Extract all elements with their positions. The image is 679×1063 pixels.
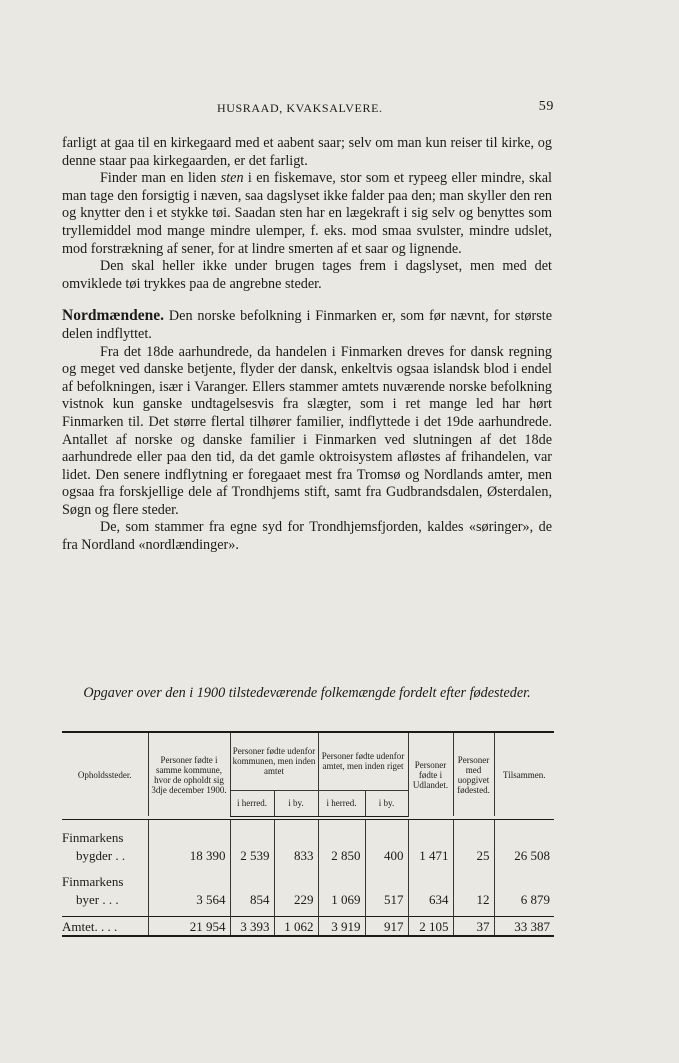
table-cell: 1 062 bbox=[274, 916, 318, 936]
table-cell: 21 954 bbox=[148, 916, 230, 936]
paragraph bbox=[62, 135, 552, 170]
paragraph bbox=[62, 307, 552, 343]
table-cell: 18 390 bbox=[148, 846, 230, 864]
table-cell: 37 bbox=[453, 916, 494, 936]
paragraph bbox=[62, 170, 552, 258]
row-label: byer . . . bbox=[76, 891, 119, 907]
table-cell: 917 bbox=[365, 916, 408, 936]
total-row bbox=[62, 916, 554, 936]
row-label: bygder . . bbox=[76, 847, 126, 863]
col-outside-county: Personer fødte udenfor amtet, men inden riget bbox=[318, 732, 408, 790]
col-outside-municipality: Personer fødte udenfor kommunen, men inden amtet bbox=[230, 732, 318, 790]
table-cell: 854 bbox=[230, 890, 274, 908]
birthplace-table bbox=[62, 731, 554, 937]
table-row bbox=[62, 846, 554, 864]
sub-herred: i herred. bbox=[318, 790, 365, 816]
table-cell: 25 bbox=[453, 846, 494, 864]
paragraph-text: Fra det 18de aarhundrede, da handelen i Finmarken dreves for dansk regning og meget ved danske betjente, flyder der dansk, enkeltvis ogsaa islandsk blod i endel af befolkningen, især i Varanger. Ellers stammer amtets nuværende norske befolkning vistnok kun ganske undtagelsesvis fra slægter, som i ret mange led har hørt Finmarken til. Det større flertal tilhører familier, indflyttede i det 19de aarhundrede. Antallet af norske og danske familier i Finmarken ved slutningen af det 18de aarhundrede eller paa den tid, da det gamle oktroisystem afløstes af frihandelen, var lidet. Den senere indflytning er foregaaet mest fra Tromsø og Nordlands amter, men ogsaa fra forskjellige dele af Trondhjems stift, samt fra Gudbrandsdalen, Østerdalen, Søgn og flere steder. bbox=[62, 343, 552, 518]
col-foreign: Personer fødte i Udlandet. bbox=[408, 732, 453, 816]
table-row bbox=[62, 890, 554, 908]
table-cell: 2 850 bbox=[318, 846, 365, 864]
table-cell: 229 bbox=[274, 890, 318, 908]
sub-herred: i herred. bbox=[230, 790, 274, 816]
row-label: Finmarkens bbox=[62, 873, 124, 889]
running-title: HUSRAAD, KVAKSALVERE. bbox=[217, 101, 383, 115]
body-text bbox=[62, 135, 552, 555]
sub-by: i by. bbox=[274, 790, 318, 816]
col-total: Tilsammen. bbox=[494, 732, 554, 816]
table-caption: Opgaver over den i 1900 tilstedeværende folkemængde fordelt efter fødesteder. bbox=[83, 685, 531, 701]
paragraph bbox=[62, 258, 552, 293]
paragraph-text: Finder man en liden bbox=[100, 170, 221, 187]
table-cell: 634 bbox=[408, 890, 453, 908]
table-cell: 33 387 bbox=[494, 916, 554, 936]
table-cell: 2 105 bbox=[408, 916, 453, 936]
paragraph-text: sten bbox=[220, 170, 244, 187]
section-title: Nordmændene. bbox=[62, 307, 165, 325]
table-cell: 833 bbox=[274, 846, 318, 864]
row-label: Finmarkens bbox=[62, 829, 124, 845]
col-residence: Opholdssteder. bbox=[77, 769, 132, 780]
table-cell: 1 069 bbox=[318, 890, 365, 908]
table-cell: 26 508 bbox=[494, 846, 554, 864]
paragraph-text: i en fiskemave, stor som et rypeeg eller mindre, skal man tage den forsigtig i næven, saa dagslyset ikke falder paa den; man skyller den ren og knytter den i et stykke tøi. Saadan sten har en lægekraft i sig selv og benyttes som tryllemiddel mod mange mindre ulemper, f. eks. mod smaa svulster, mindre udslet, mod forstrækning af sener, for at lindre smerten af et saar og lignende. bbox=[62, 170, 552, 257]
table-row bbox=[62, 828, 554, 846]
table-cell: 3 564 bbox=[148, 890, 230, 908]
paragraph-text: farligt at gaa til en kirkegaard med et aabent saar; selv om man kun reiser til kirke, og denne staar paa kirkegaarden, er det farligt. bbox=[62, 135, 552, 169]
table-cell: 517 bbox=[365, 890, 408, 908]
sub-by: i by. bbox=[365, 790, 408, 816]
table-cell: 6 879 bbox=[494, 890, 554, 908]
row-label: Amtet. . . . bbox=[62, 916, 148, 936]
col-unknown: Personer med uopgivet fødested. bbox=[453, 732, 494, 816]
table-cell: 12 bbox=[453, 890, 494, 908]
table-cell: 1 471 bbox=[408, 846, 453, 864]
page-number: 59 bbox=[538, 99, 554, 114]
table-cell: 400 bbox=[365, 846, 408, 864]
table-cell: 3 393 bbox=[230, 916, 274, 936]
table-cell: 3 919 bbox=[318, 916, 365, 936]
paragraph bbox=[62, 344, 552, 520]
paragraph-text: Den norske befolkning i Finmarken er, som før nævnt, for største delen indflyttet. bbox=[62, 308, 552, 342]
table-row bbox=[62, 872, 554, 890]
paragraph bbox=[62, 519, 552, 554]
table-cell: 2 539 bbox=[230, 846, 274, 864]
col-same-municipality: Personer fødte i samme kommune, hvor de opholdt sig 3dje december 1900. bbox=[148, 732, 230, 816]
paragraph-text: De, som stammer fra egne syd for Trondhjemsfjorden, kaldes «søringer», de fra Nordland «nordlændinger». bbox=[62, 519, 552, 554]
paragraph-text: Den skal heller ikke under brugen tages frem i dagslyset, men med det omviklede tøi trykkes paa de angrebne steder. bbox=[62, 258, 552, 292]
